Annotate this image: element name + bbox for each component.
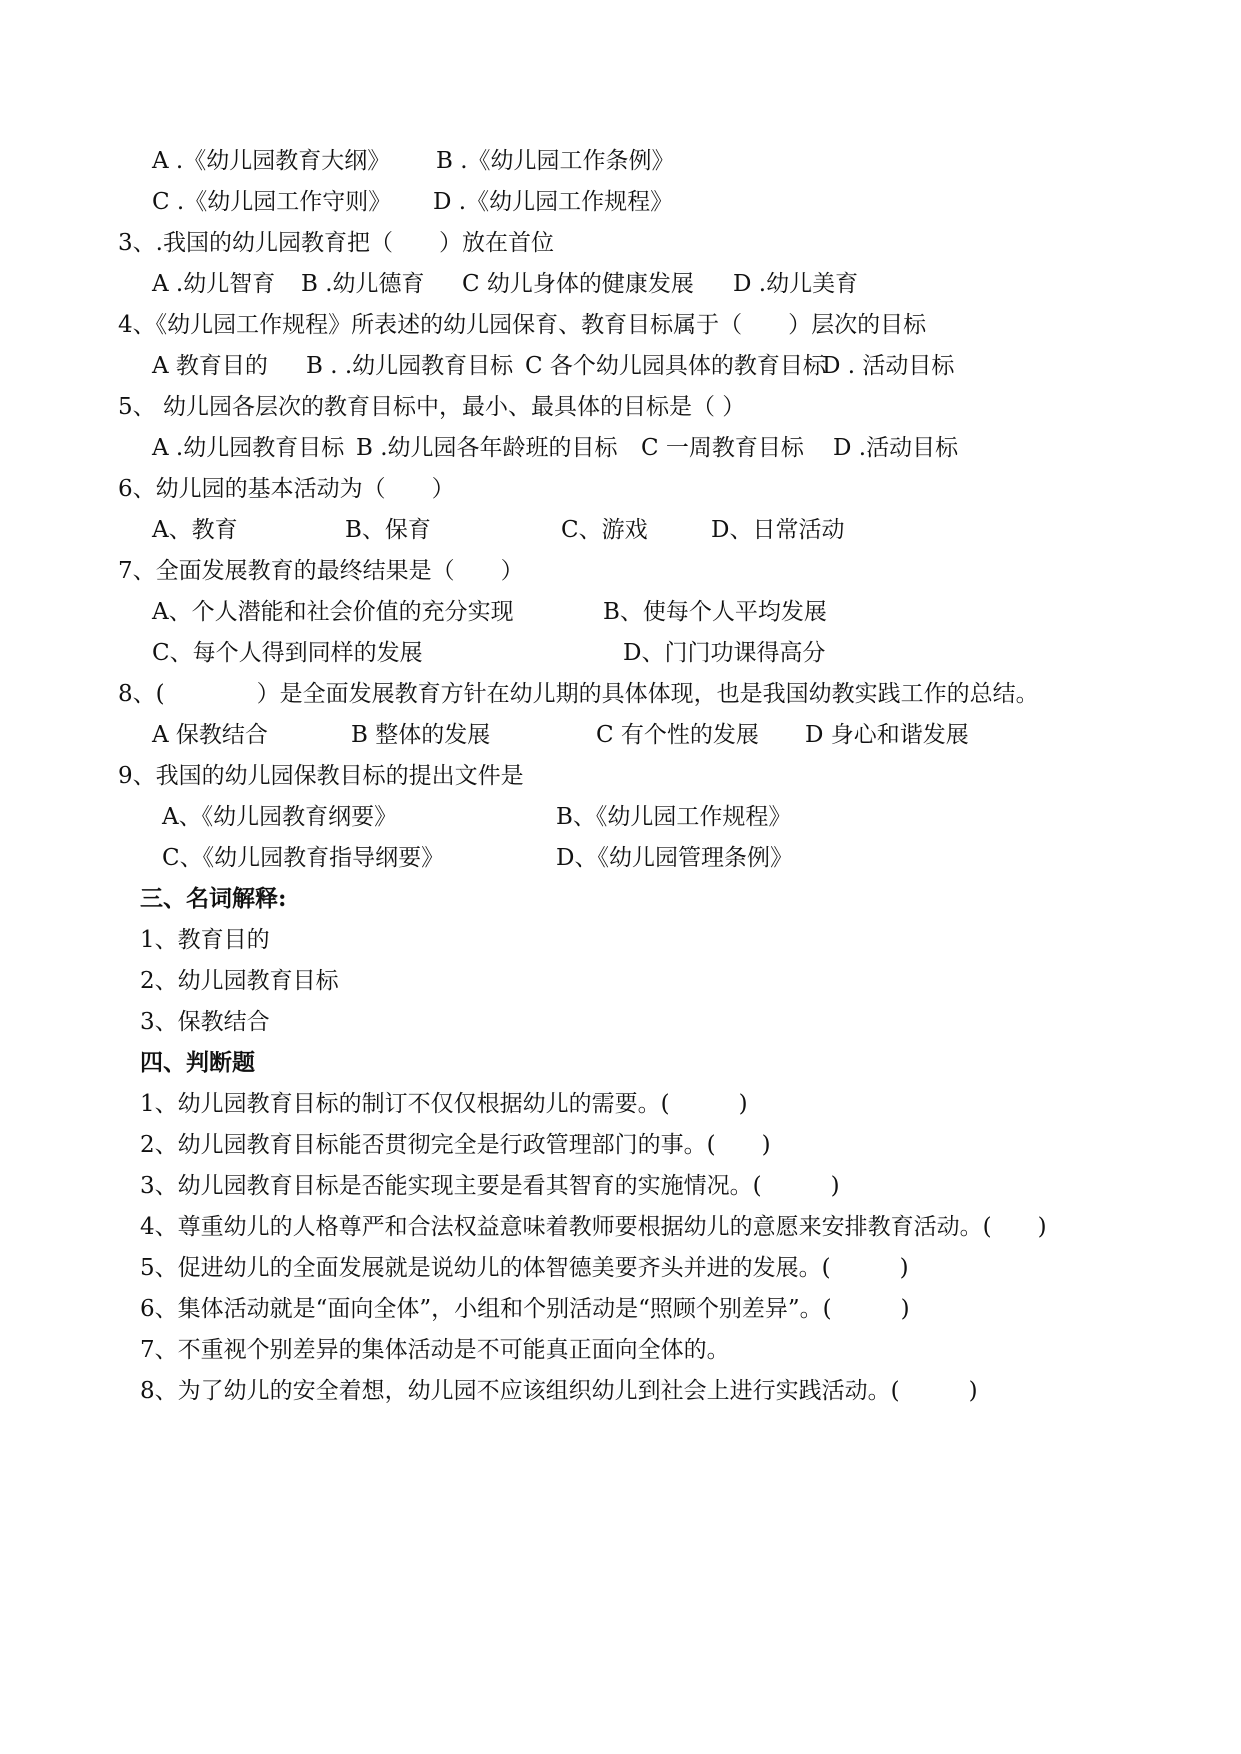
q4-option-a: A 教育目的: [152, 353, 268, 379]
q4-stem: 4、《幼儿园工作规程》所表述的幼儿园保育、教育目标属于（ ）层次的目标: [118, 312, 927, 338]
q8-stem: 8、( ）是全面发展教育方针在幼儿期的具体体现，也是我国幼教实践工作的总结。: [118, 681, 1039, 707]
q8-option-d: D 身心和谐发展: [805, 722, 969, 748]
q3-option-a: A .幼儿智育: [152, 271, 276, 297]
q5-option-b: B .幼儿园各年龄班的目标: [356, 435, 618, 461]
q3-option-c: C 幼儿身体的健康发展: [462, 271, 694, 297]
q8-option-a: A 保教结合: [152, 722, 268, 748]
judge-item-2: 2、幼儿园教育目标能否贯彻完全是行政管理部门的事。( ): [140, 1132, 771, 1158]
q5-option-c: C 一周教育目标: [641, 435, 804, 461]
q5-stem: 5、 幼儿园各层次的教育目标中，最小、最具体的目标是（ ）: [118, 394, 746, 420]
q9-option-b: B、《幼儿园工作规程》: [556, 804, 792, 830]
q8-option-c: C 有个性的发展: [596, 722, 759, 748]
q2-option-c: C .《幼儿园工作守则》: [152, 189, 392, 215]
q2-option-d: D .《幼儿园工作规程》: [433, 189, 674, 215]
q3-stem: 3、.我国的幼儿园教育把（ ）放在首位: [118, 230, 554, 256]
q8-option-b: B 整体的发展: [351, 722, 491, 748]
q9-option-a: A、《幼儿园教育纲要》: [162, 804, 398, 830]
q2-option-a: A .《幼儿园教育大纲》: [152, 148, 391, 174]
judge-item-1: 1、幼儿园教育目标的制订不仅仅根据幼儿的需要。( ): [140, 1091, 748, 1117]
q9-stem: 9、我国的幼儿园保教目标的提出文件是: [118, 763, 524, 789]
q5-option-a: A .幼儿园教育目标: [152, 435, 345, 461]
q6-stem: 6、幼儿园的基本活动为（ ）: [118, 476, 455, 502]
q3-option-d: D .幼儿美育: [733, 271, 859, 297]
section-3-heading: 三、名词解释:: [140, 885, 287, 912]
q6-option-b: B、保育: [345, 517, 431, 543]
term-item-1: 1、教育目的: [140, 927, 270, 953]
term-item-3: 3、保教结合: [140, 1009, 270, 1035]
q9-option-c: C、《幼儿园教育指导纲要》: [162, 845, 445, 871]
q6-option-a: A、教育: [152, 517, 238, 543]
judge-item-4: 4、尊重幼儿的人格尊严和合法权益意味着教师要根据幼儿的意愿来安排教育活动。( ): [140, 1214, 1047, 1240]
q6-option-c: C、游戏: [561, 517, 648, 543]
q6-option-d: D、日常活动: [711, 517, 845, 543]
term-item-2: 2、幼儿园教育目标: [140, 968, 339, 994]
q4-option-c: C 各个幼儿园具体的教育目标: [525, 353, 826, 379]
section-4-heading: 四、判断题: [140, 1049, 255, 1076]
q7-option-d: D、门门功课得高分: [623, 640, 826, 666]
q5-option-d: D .活动目标: [833, 435, 959, 461]
q7-option-c: C、每个人得到同样的发展: [152, 640, 423, 666]
q9-option-d: D、《幼儿园管理条例》: [556, 845, 793, 871]
judge-item-8: 8、为了幼儿的安全着想，幼儿园不应该组织幼儿到社会上进行实践活动。( ): [140, 1378, 978, 1404]
q7-stem: 7、全面发展教育的最终结果是（ ）: [118, 558, 524, 584]
judge-item-5: 5、促进幼儿的全面发展就是说幼儿的体智德美要齐头并进的发展。( ): [140, 1255, 909, 1281]
q7-option-a: A、个人潜能和社会价值的充分实现: [152, 599, 514, 625]
q4-option-b: B . .幼儿园教育目标: [306, 353, 514, 379]
q7-option-b: B、使每个人平均发展: [603, 599, 827, 625]
judge-item-6: 6、集体活动就是“面向全体”，小组和个别活动是“照顾个别差异”。( ): [140, 1296, 910, 1322]
judge-item-7: 7、不重视个别差异的集体活动是不可能真正面向全体的。: [140, 1337, 730, 1363]
q3-option-b: B .幼儿德育: [301, 271, 425, 297]
q2-option-b: B .《幼儿园工作条例》: [436, 148, 675, 174]
judge-item-3: 3、幼儿园教育目标是否能实现主要是看其智育的实施情况。( ): [140, 1173, 840, 1199]
q4-option-d: D . 活动目标: [822, 353, 955, 379]
